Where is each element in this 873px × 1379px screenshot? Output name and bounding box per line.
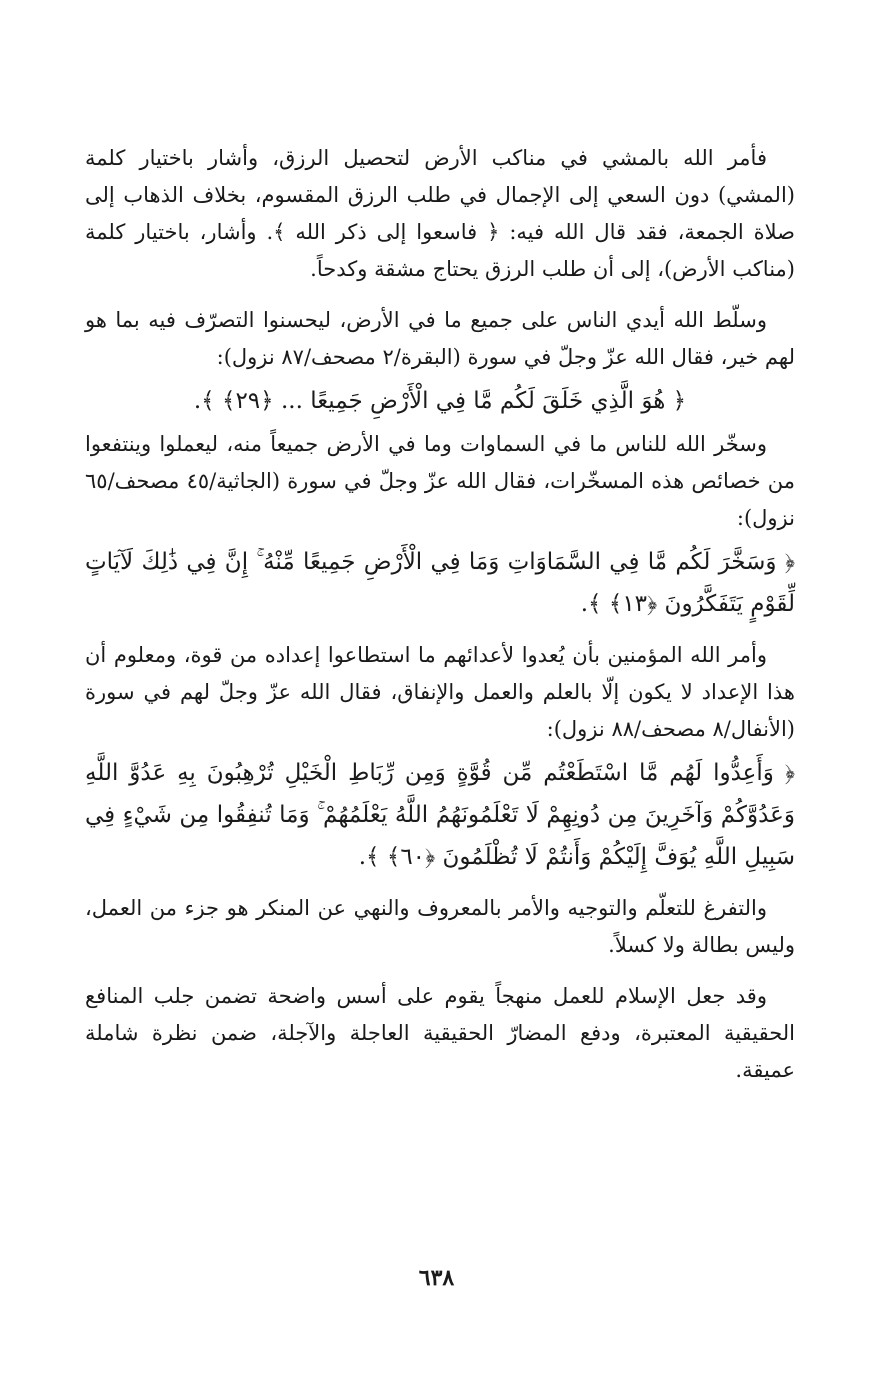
paragraph-walking-in-earth: فأمر الله بالمشي في مناكب الأرض لتحصيل الرزق، وأشار باختيار كلمة (المشي) دون السعي إلى الإجمال في طلب الرزق المقسوم، بخلاف الذهاب إلى صلاة الجمعة، فقد قال الله فيه: ﴿ فاسعوا إلى ذكر الله ﴾. وأشار، باختيار كلمة (مناكب الأرض)، إلى أن طلب الرزق يحتاج مشقة وكدحاً. — [85, 146, 795, 281]
paragraph-dedication-to-learning: والتفرغ للتعلّم والتوجيه والأمر بالمعروف والنهي عن المنكر هو جزء من العمل، وليس بطالة ولا كسلاً. — [85, 896, 795, 957]
page-body — [85, 140, 795, 1103]
paragraph-dominion-over-earth: وسلّط الله أيدي الناس على جميع ما في الأرض، ليحسنوا التصرّف فيه بما هو لهم خير، فقال الله عزّ وجلّ في سورة (البقرة/٢ مصحف/٨٧ نزول): — [85, 308, 795, 369]
quran-verse-jathiya-13: ﴿ وَسَخَّرَ لَكُم مَّا فِي السَّمَاوَاتِ وَمَا فِي الْأَرْضِ جَمِيعًا مِّنْهُ ۚ إِنَّ فِي ذَٰلِكَ لَآيَاتٍ لِّقَوْمٍ يَتَفَكَّرُونَ ﴿١٣﴾ ﴾. — [85, 549, 795, 617]
quran-verse-baqarah-29: ﴿ هُوَ الَّذِي خَلَقَ لَكُم مَّا فِي الْأَرْضِ جَمِيعًا ... ﴿٢٩﴾ ﴾. — [193, 388, 687, 414]
paragraph-subjugation: وسخّر الله للناس ما في السماوات وما في الأرض جميعاً منه، ليعملوا وينتفعوا من خصائص هذه المسخّرات، فقال الله عزّ وجلّ في سورة (الجاثية/٤٥ مصحف/٦٥ نزول): — [85, 432, 795, 530]
quran-verse-anfal-60: ﴿ وَأَعِدُّوا لَهُم مَّا اسْتَطَعْتُم مِّن قُوَّةٍ وَمِن رِّبَاطِ الْخَيْلِ تُرْهِبُونَ بِهِ عَدُوَّ اللَّهِ وَعَدُوَّكُمْ وَآخَرِينَ مِن دُونِهِمْ لَا تَعْلَمُونَهُمُ اللَّهُ يَعْلَمُهُمْ ۚ وَمَا تُنفِقُوا مِن شَيْءٍ فِي سَبِيلِ اللَّهِ يُوَفَّ إِلَيْكُمْ وَأَنتُمْ لَا تُظْلَمُونَ ﴿٦٠﴾ ﴾. — [85, 760, 795, 870]
paragraph-islam-work-method: وقد جعل الإسلام للعمل منهجاً يقوم على أسس واضحة تضمن جلب المنافع الحقيقية المعتبرة، ودفع المضارّ الحقيقية العاجلة والآجلة، ضمن نظرة شاملة عميقة. — [85, 984, 795, 1082]
paragraph-preparation: وأمر الله المؤمنين بأن يُعدوا لأعدائهم ما استطاعوا إعداده من قوة، ومعلوم أن هذا الإعداد لا يكون إلّا بالعلم والعمل والإنفاق، فقال الله عزّ وجلّ لهم في سورة (الأنفال/٨ مصحف/٨٨ نزول): — [85, 643, 795, 741]
page-number: ٦٣٨ — [418, 1265, 455, 1291]
